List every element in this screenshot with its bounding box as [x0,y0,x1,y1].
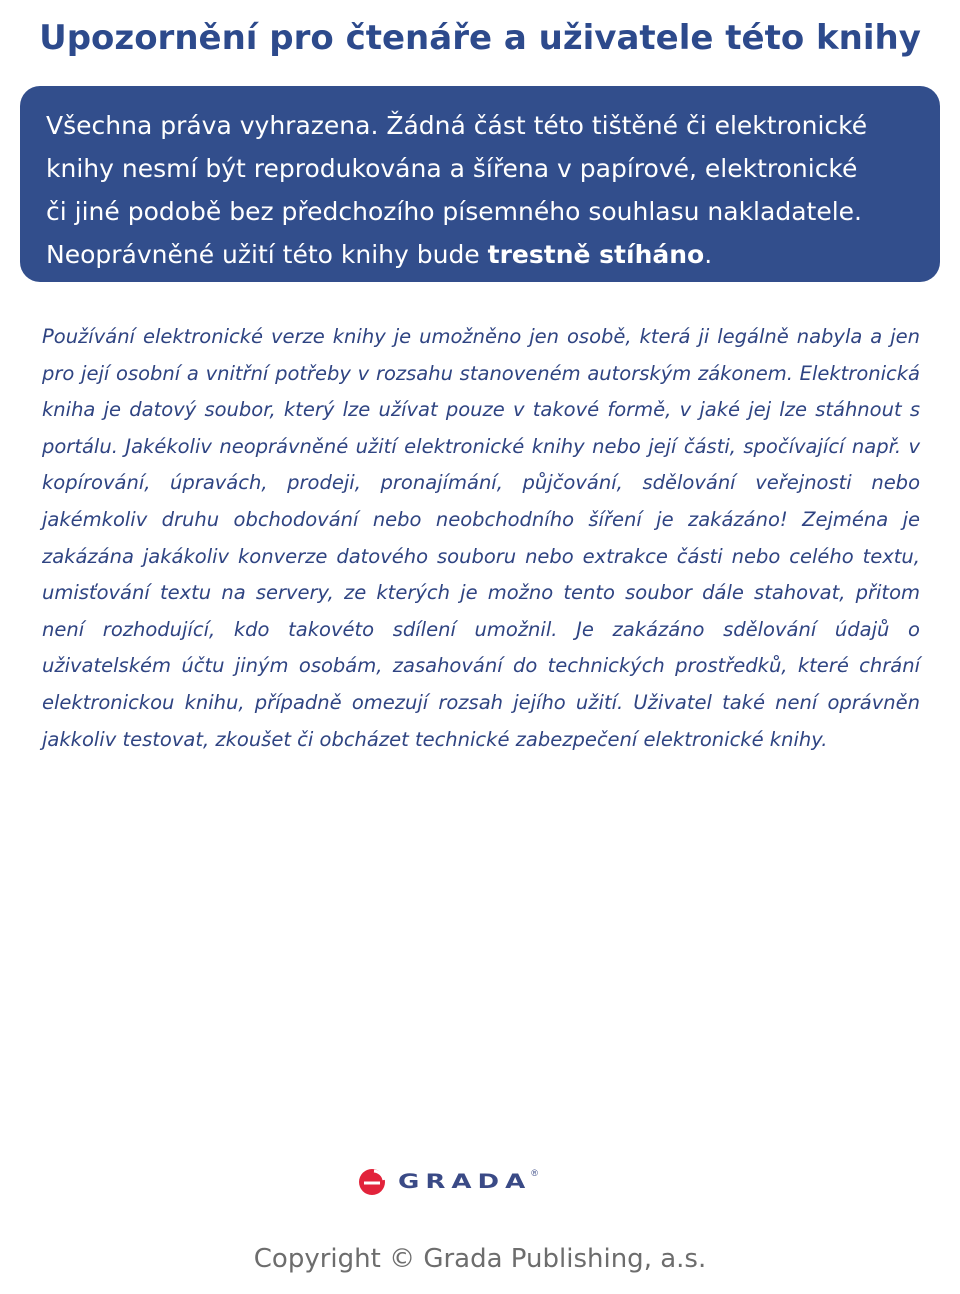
logo-wordmark: GRADA [398,1170,532,1194]
notice-line: či jiné podobě bez předchozího písemného souhlasu nakladatele. [46,197,862,226]
notice-last-suffix: . [704,240,713,269]
rights-notice-box [20,86,940,282]
registered-mark: ® [531,1168,538,1178]
notice-line-last [46,233,914,276]
usage-terms-paragraph: Používání elektronické verze knihy je umožněno jen osobě, která ji legálně nabyla a jen pro její osobní a vnitřní potřeby v rozsahu stanoveném autorským zákonem. Elektronická kniha je datový soubor, který lze užívat pouze v takové formě, v jaké jej lze stáhnout s portálu. Jakékoliv neoprávněné užití elektronické knihy nebo její části, spočívající např. v kopírování, úpravách, prodeji, pronajímání, půjčování, sdělování veřejnosti nebo jakémkoliv druhu obchodování nebo neobchodního šíření je zakázáno! Zejména je zakázána jakákoliv konverze datového souboru nebo extrakce části nebo celého textu, umisťování textu na servery, ze kterých je možno tento soubor dále stahovat, přitom není rozhodující, kdo takovéto sdílení umožnil. Je zakázáno sdělování údajů o uživatelském účtu jiným osobám, zasahování do technických prostředků, které chrání elektronickou knihu, případně omezují rozsah jejího užití. Uživatel také není oprávněn jakkoliv testovat, zkoušet či obcházet technické zabezpečení elektronické knihy. [42,325,920,751]
notice-last-prefix: Neoprávněné užití této knihy bude [46,240,488,269]
copyright-line: Copyright © Grada Publishing, a.s. [253,1244,707,1274]
notice-bold-phrase: trestně stíháno [487,240,705,269]
notice-line: Všechna práva vyhrazena. Žádná část této tištěné či elektronické [46,111,868,140]
grada-e-logo-icon [358,1168,386,1196]
page-title: Upozornění pro čtenáře a uživatele této knihy [39,18,921,58]
grada-logo [358,1164,538,1200]
notice-line: knihy nesmí být reprodukována a šířena v papírové, elektronické [46,154,858,183]
